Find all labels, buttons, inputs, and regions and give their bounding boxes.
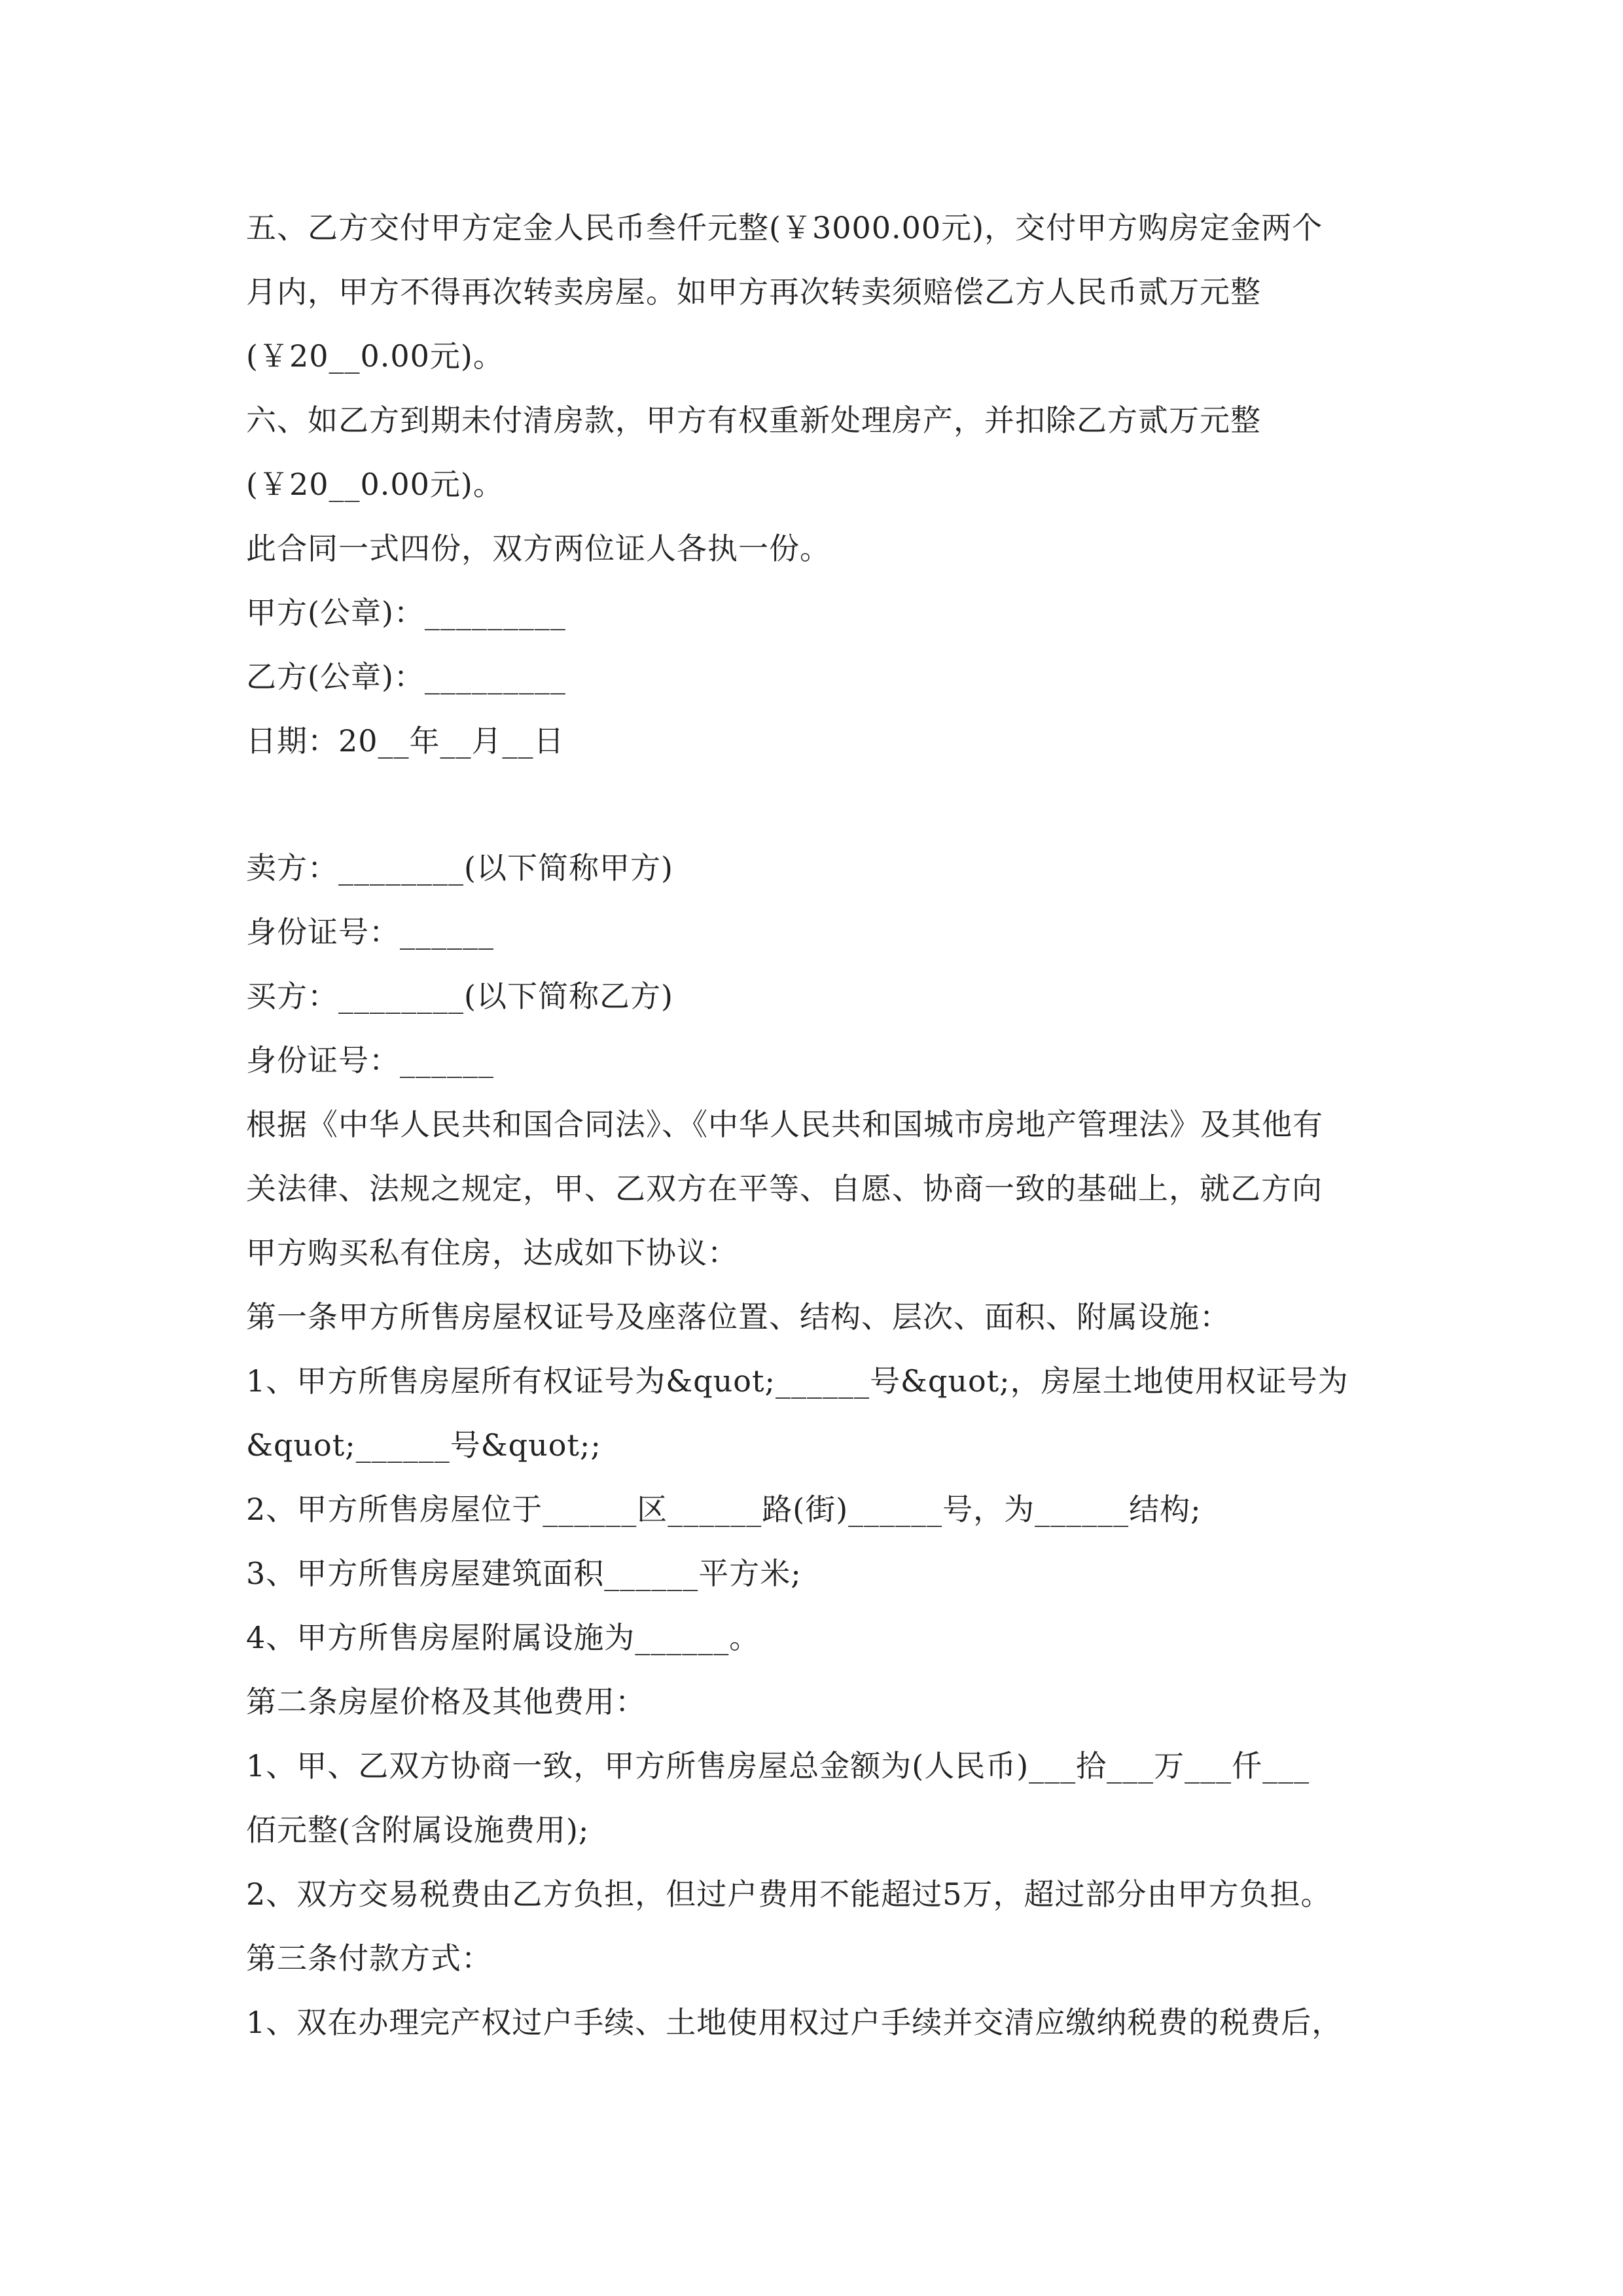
article-1-item-4: 4、甲方所售房屋附属设施为______。 bbox=[246, 1620, 760, 1655]
seller-line: 卖方：________(以下简称甲方) bbox=[246, 850, 673, 886]
article-1-heading: 第一条甲方所售房屋权证号及座落位置、结构、层次、面积、附属设施： bbox=[246, 1299, 1230, 1335]
preamble-line-2: 关法律、法规之规定，甲、乙双方在平等、自愿、协商一致的基础上，就乙方向 bbox=[246, 1171, 1323, 1206]
article-1-item-3: 3、甲方所售房屋建筑面积______平方米; bbox=[246, 1556, 802, 1591]
clause-5-line-1: 五、乙方交付甲方定金人民币叁仟元整(￥3000.00元)，交付甲方购房定金两个 bbox=[246, 210, 1323, 245]
date-line: 日期：20__年__月__日 bbox=[246, 723, 565, 759]
article-3-item-1: 1、双在办理完产权过户手续、土地使用权过户手续并交清应缴纳税费的税费后， bbox=[246, 2005, 1343, 2040]
article-2-item-1-line-2: 佰元整(含附属设施费用); bbox=[246, 1812, 590, 1848]
party-b-seal: 乙方(公章)：_________ bbox=[246, 659, 566, 694]
article-2-item-1-line-1: 1、甲、乙双方协商一致，甲方所售房屋总金额为(人民币)___拾___万___仟___ bbox=[246, 1748, 1310, 1784]
article-1-item-1-line-1: 1、甲方所售房屋所有权证号为&quot;______号&quot;，房屋土地使用权证号为 bbox=[246, 1363, 1349, 1399]
party-a-seal: 甲方(公章)：_________ bbox=[246, 595, 566, 630]
article-3-heading: 第三条付款方式： bbox=[246, 1941, 492, 1976]
clause-5-line-3: (￥20__0.00元)。 bbox=[246, 338, 504, 374]
preamble-line-1: 根据《中华人民共和国合同法》、《中华人民共和国城市房地产管理法》及其他有 bbox=[246, 1107, 1323, 1142]
clause-5-line-2: 月内，甲方不得再次转卖房屋。如甲方再次转卖须赔偿乙方人民币贰万元整 bbox=[246, 274, 1261, 310]
buyer-id-line: 身份证号：______ bbox=[246, 1043, 494, 1078]
preamble-line-3: 甲方购买私有住房，达成如下协议： bbox=[246, 1235, 738, 1270]
article-1-item-1-line-2: &quot;______号&quot;; bbox=[246, 1427, 601, 1463]
article-2-heading: 第二条房屋价格及其他费用： bbox=[246, 1684, 646, 1719]
article-1-item-2: 2、甲方所售房屋位于______区______路(街)______号，为______结构; bbox=[246, 1492, 1202, 1527]
article-2-item-2: 2、双方交易税费由乙方负担，但过户费用不能超过5万，超过部分由甲方负担。 bbox=[246, 1876, 1332, 1912]
buyer-line: 买方：________(以下简称乙方) bbox=[246, 978, 673, 1014]
seller-id-line: 身份证号：______ bbox=[246, 914, 494, 950]
clause-6-line-2: (￥20__0.00元)。 bbox=[246, 467, 504, 502]
copies-note: 此合同一式四份，双方两位证人各执一份。 bbox=[246, 531, 830, 566]
clause-6-line-1: 六、如乙方到期未付清房款，甲方有权重新处理房产，并扣除乙方贰万元整 bbox=[246, 403, 1261, 438]
